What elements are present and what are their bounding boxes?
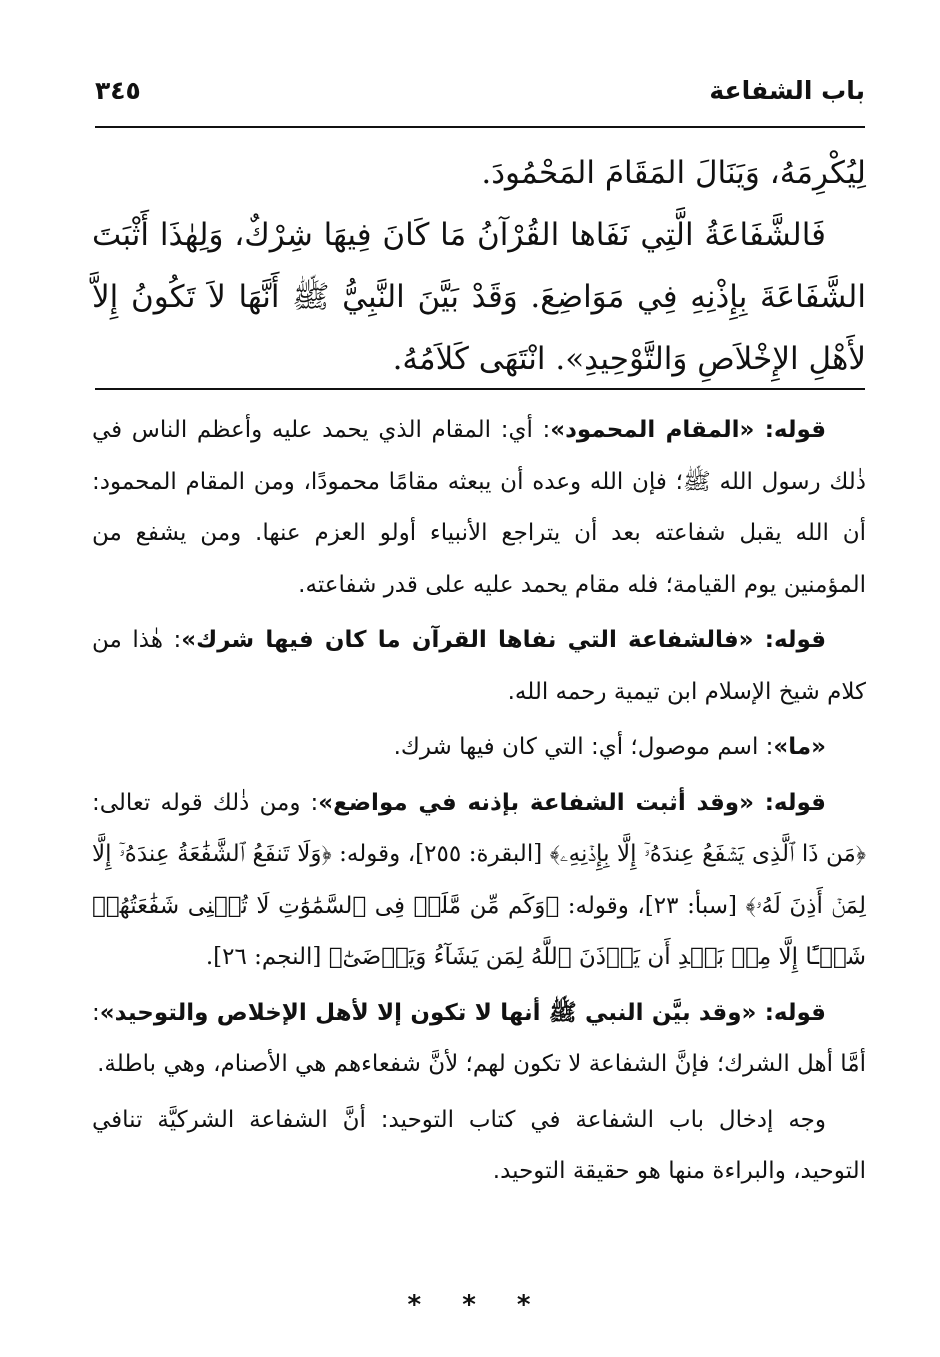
- separator-asterisk: *: [407, 1290, 424, 1320]
- header-rule: [95, 126, 865, 128]
- commentary-lead: قوله: «المقام المحمود»: [550, 417, 826, 443]
- commentary-text: : أي: المقام الذي يحمد عليه وأعظم الناس في ذٰلك رسول الله ﷺ؛ فإن الله وعده أن يبعثه مقامًا محمودًا، ومن المقام المحمود: أن الله يقبل شفاعته بعد أن يتراجع الأنبياء أولو العزم عنها. ومن يشفع من المؤمنين يوم القيامة؛ فله مقام يحمد عليه على قدر شفاعته.: [92, 417, 866, 598]
- quran-verses: ﴿مَن ذَا ٱلَّذِى يَشۡفَعُ عِندَهُۥٓ إِلَّا بِإِذۡنِهِۦ﴾ [البقرة: ٢٥٥]، وقوله: ﴿وَلَا تَنفَعُ ٱلشَّفَٰعَةُ عِندَهُۥٓ إِلَّا لِمَنۡ أَذِنَ لَهُۥ﴾ [سبأ: ٢٣]، وقوله: ﴿وَكَم مِّن مَّلَكٖ فِى ٱلسَّمَٰوَٰتِ لَا تُغۡنِى شَفَٰعَتُهُمۡ شَيۡـًٔا إِلَّا مِنۢ بَعۡدِ أَن يَأۡذَنَ ٱللَّهُ لِمَن يَشَآءُ وَيَرۡضَىٰٓ﴾ [النجم: ٢٦].: [92, 841, 866, 970]
- commentary-text: وجه إدخال باب الشفاعة في كتاب التوحيد: أنَّ الشفاعة الشركيَّة تنافي التوحيد، والبراءة منها هو حقيقة التوحيد.: [92, 1106, 866, 1184]
- commentary-paragraph: [92, 988, 866, 1091]
- commentary-rule: [95, 388, 865, 390]
- commentary-text: : اسم موصول؛ أي: التي كان فيها شرك.: [393, 734, 774, 760]
- main-text-paragraph: فَالشَّفَاعَةُ الَّتِي نَفَاها القُرْآنُ مَا كَانَ فِيهَا شِرْكٌ، وَلِهٰذَا أَثْبَتَ الشَّفَاعَةَ بِإِذْنِهِ فِي مَوَاضِعَ. وَقَدْ بَيَّنَ النَّبِيُّ ﷺ أَنَّهَا لاَ تَكُونُ إِلاَّ لأَهْلِ الإِخْلاَصِ وَالتَّوْحِيدِ». انْتَهَى كَلاَمُهُ.: [92, 217, 866, 377]
- separator-asterisk: *: [516, 1290, 533, 1320]
- commentary-text: : أمَّا أهل الشرك؛ فإنَّ الشفاعة لا تكون لهم؛ لأنَّ شفعاءهم هي الأصنام، وهي باطلة.: [92, 999, 866, 1077]
- commentary-text: : هٰذا من كلام شيخ الإسلام ابن تيمية رحمه الله.: [92, 627, 866, 705]
- page-number: ٣٤٥: [95, 76, 141, 105]
- page-header: [95, 72, 865, 122]
- commentary-text: : ومن ذٰلك قوله تعالى:: [92, 789, 319, 816]
- commentary-paragraph: [92, 722, 866, 774]
- commentary-lead: قوله: «فالشفاعة التي نفاها القرآن ما كان فيها شرك»: [181, 627, 827, 653]
- commentary-paragraph: [92, 615, 866, 718]
- section-separator: [0, 1290, 940, 1320]
- commentary-lead: «ما»: [773, 734, 826, 760]
- commentary-paragraph: [92, 1095, 866, 1198]
- commentary-paragraph: [92, 405, 866, 611]
- main-text-continuation: لِيُكْرِمَهُ، وَيَنَالَ المَقَامَ المَحْمُودَ.: [481, 155, 866, 191]
- commentary-lead: قوله: «وقد بيَّن النبي ﷺ أنها لا تكون إلا لأهل الإخلاص والتوحيد»: [99, 999, 826, 1026]
- commentary-paragraph: [92, 778, 866, 984]
- commentary-block: [92, 405, 866, 1202]
- separator-asterisk: *: [462, 1290, 478, 1320]
- main-text-block: [92, 142, 866, 390]
- running-title: باب الشفاعة: [709, 76, 865, 105]
- commentary-lead: قوله: «وقد أثبت الشفاعة بإذنه في مواضع»: [318, 789, 826, 816]
